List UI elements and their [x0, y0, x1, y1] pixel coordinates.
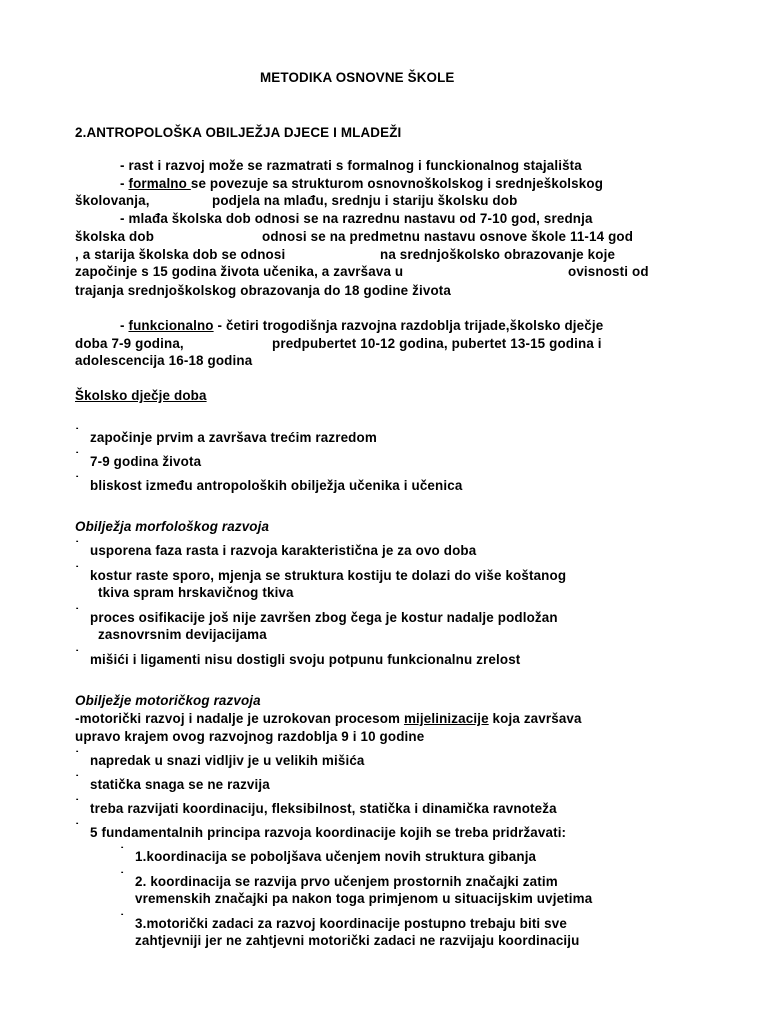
bullet-icon: ˙: [75, 563, 80, 578]
bullet-icon: ˙: [75, 772, 80, 787]
motor-sub-item-1: 1.koordinacija se poboljšava učenjem novih struktura gibanja: [135, 849, 537, 864]
intro-line-8: trajanja srednjoškolskog obrazovanja do 18 godine života: [75, 283, 451, 298]
motor-heading: Obilježje motoričkog razvoja: [75, 693, 261, 708]
morph-item-4: mišići i ligamenti nisu dostigli svoju potpunu funkcionalnu zrelost: [90, 652, 521, 667]
school-age-heading: Školsko dječje doba: [75, 388, 207, 403]
intro-line-7b: ovisnosti od: [568, 264, 649, 279]
term-funkcionalno: funkcionalno: [128, 318, 214, 333]
bullet-icon: ˙: [75, 473, 80, 488]
intro-line-7a: započinje s 15 godina života učenika, a završava u: [75, 264, 404, 279]
intro-line-3a: školovanja,: [75, 193, 150, 208]
bullet-icon: ˙: [75, 796, 80, 811]
bullet-icon: ˙: [75, 820, 80, 835]
bullet-icon: ˙: [75, 449, 80, 464]
bullet-icon: ˙: [75, 748, 80, 763]
motor-paragraph-line-2: upravo krajem ovog razvojnog razdoblja 9 i 10 godine: [75, 729, 425, 744]
bullet-icon: ˙: [75, 538, 80, 553]
motor-item-1: napredak u snazi vidljiv je u velikih mišića: [90, 753, 365, 768]
functional-line-2b: predpubertet 10-12 godina, pubertet 13-15 godina i: [272, 336, 602, 351]
bullet-icon: ˙: [120, 869, 125, 884]
page-title: METODIKA OSNOVNE ŠKOLE: [260, 70, 455, 85]
bullet-icon: ˙: [75, 647, 80, 662]
school-age-item-2: 7-9 godina života: [90, 454, 202, 469]
intro-line-5b: odnosi se na predmetnu nastavu osnove škole 11-14 god: [262, 229, 634, 244]
school-age-item-3: bliskost između antropoloških obilježja učenika i učenica: [90, 478, 463, 493]
motor-sub-item-2-line-2: vremenskih značajki pa nakon toga primjenom u situacijskim uvjetima: [135, 891, 593, 906]
intro-line-4: - mlađa školska dob odnosi se na razrednu nastavu od 7-10 god, srednja: [120, 211, 593, 226]
intro-line-5a: školska dob: [75, 229, 155, 244]
intro-line-6b: na srednjoškolsko obrazovanje koje: [380, 247, 616, 262]
intro-line-1: - rast i razvoj može se razmatrati s formalnog i funckionalnog stajališta: [120, 158, 582, 173]
bullet-icon: ˙: [75, 605, 80, 620]
motor-item-4: 5 fundamentalnih principa razvoja koordinacije kojih se treba pridržavati:: [90, 825, 567, 840]
morph-item-1: usporena faza rasta i razvoja karakteristična je za ovo doba: [90, 543, 477, 558]
motor-item-2: statička snaga se ne razvija: [90, 777, 270, 792]
motor-sub-item-3-line-1: 3.motorički zadaci za razvoj koordinacije postupno trebaju biti sve: [135, 916, 567, 931]
motor-item-3: treba razvijati koordinaciju, fleksibilnost, statička i dinamička ravnoteža: [90, 801, 557, 816]
motor-sub-item-2-line-1: 2. koordinacija se razvija prvo učenjem prostornih značajki zatim: [135, 874, 558, 889]
functional-line-2a: doba 7-9 godina,: [75, 336, 184, 351]
bullet-icon: ˙: [120, 844, 125, 859]
morph-item-2-line-2: tkiva spram hrskavičnog tkiva: [98, 585, 294, 600]
section-heading: 2.ANTROPOLOŠKA OBILJEŽJA DJECE I MLADEŽI: [75, 125, 402, 140]
functional-line-1: - funkcionalno - četiri trogodišnja razvojna razdoblja trijade,školsko dječje: [120, 318, 604, 333]
intro-line-2: - formalno se povezuje sa strukturom osnovnoškolskog i srednješkolskog: [120, 176, 604, 191]
motor-paragraph-line-1: -motorički razvoj i nadalje je uzrokovan procesom mijelinizacije koja završava: [75, 711, 582, 726]
school-age-item-1: započinje prvim a završava trećim razredom: [90, 430, 377, 445]
bullet-icon: ˙: [75, 425, 80, 440]
morph-item-3-line-1: proces osifikacije još nije završen zbog čega je kostur nadalje podložan: [90, 610, 558, 625]
morph-item-3-line-2: zasnovrsnim devijacijama: [98, 627, 267, 642]
bullet-icon: ˙: [120, 911, 125, 926]
functional-line-3: adolescencija 16-18 godina: [75, 353, 253, 368]
intro-line-6a: , a starija školska dob se odnosi: [75, 247, 286, 262]
term-formalno: formalno: [128, 176, 191, 191]
term-mijelinizacije: mijelinizacije: [403, 711, 489, 726]
morphological-heading: Obilježja morfološkog razvoja: [75, 519, 270, 534]
motor-sub-item-3-line-2: zahtjevniji jer ne zahtjevni motorički zadaci ne razvijaju koordinaciju: [135, 933, 580, 948]
intro-line-3b: podjela na mlađu, srednju i stariju školsku dob: [212, 193, 518, 208]
morph-item-2-line-1: kostur raste sporo, mjenja se struktura kostiju te dolazi do više koštanog: [90, 568, 567, 583]
